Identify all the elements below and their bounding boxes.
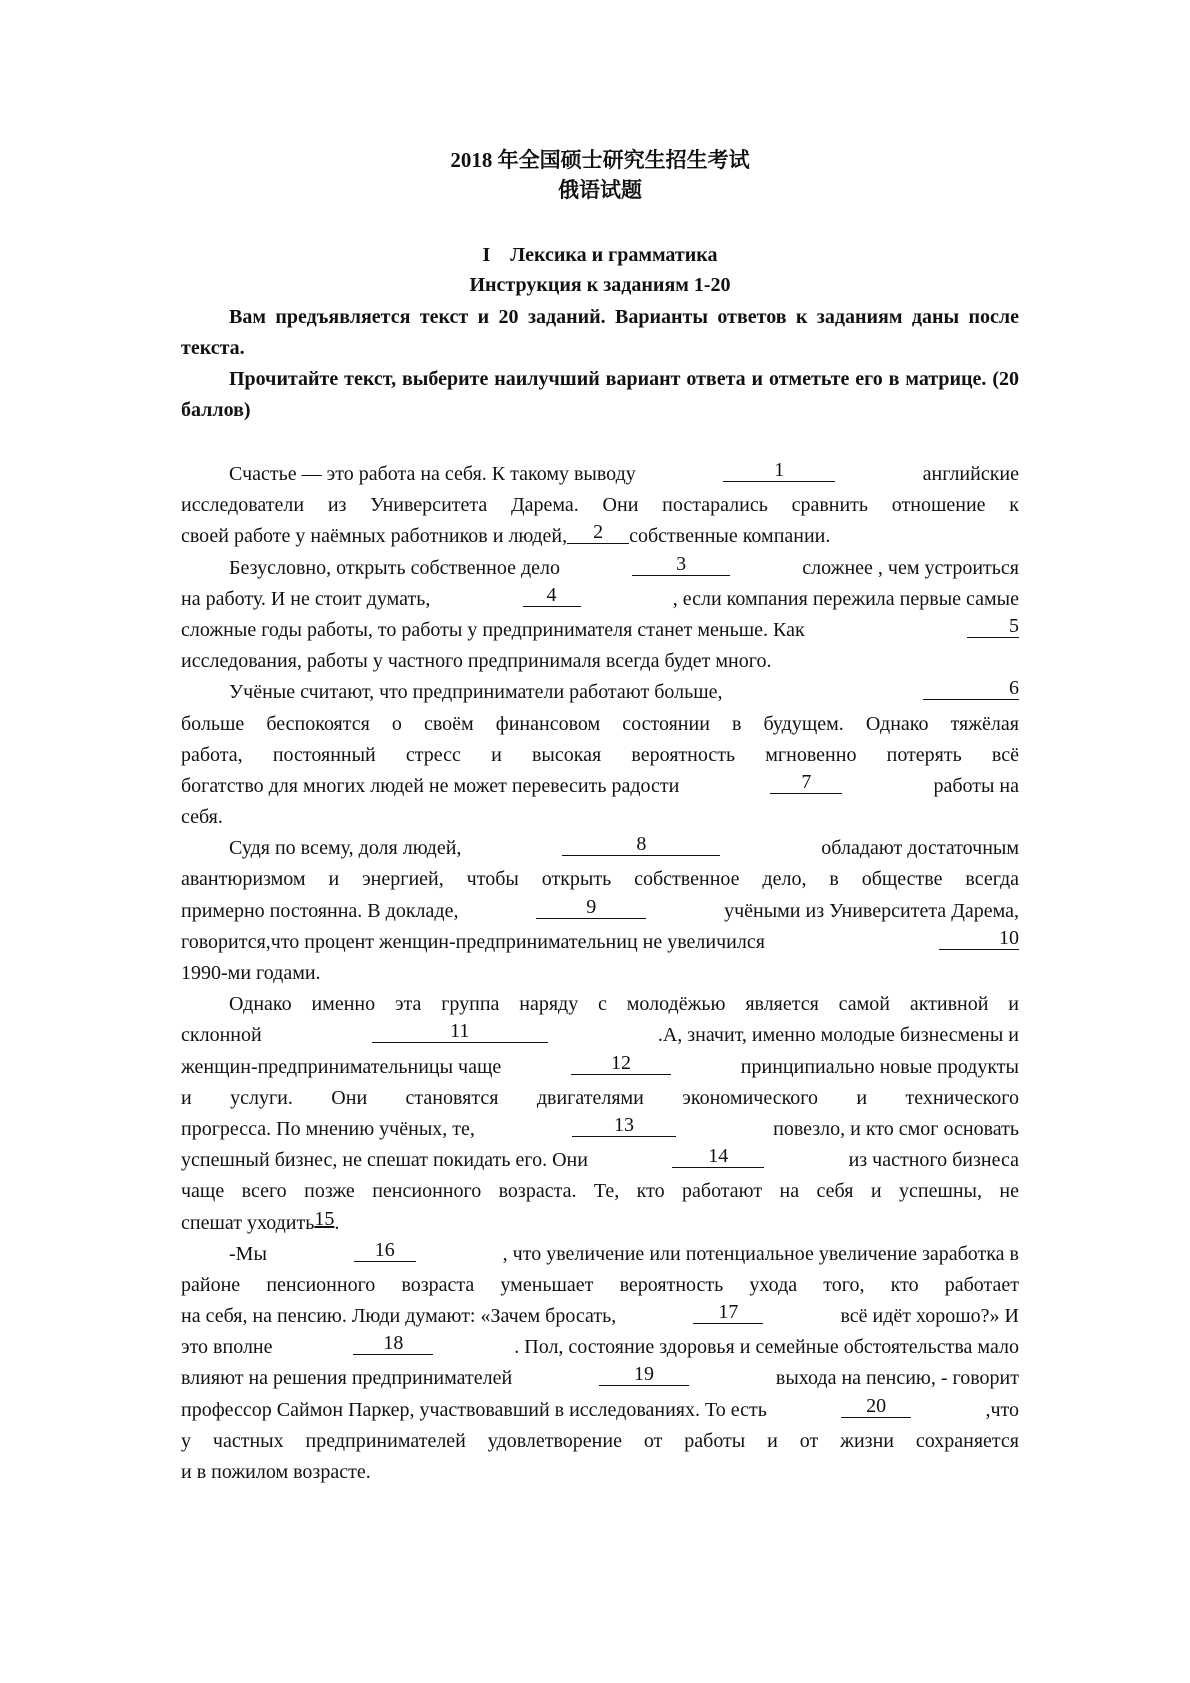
text-segment: собственные компании. <box>629 525 831 548</box>
blank-5: 5 <box>967 615 1019 638</box>
text-segment: профессор Саймон Паркер, участвовавший в исследованиях. То есть <box>181 1398 767 1421</box>
exam-subtitle: 俄语试题 <box>558 178 642 202</box>
text-segment: себя. <box>181 806 223 829</box>
exam-title: 2018 年全国硕士研究生招生考试 <box>450 148 750 172</box>
text-segment: . <box>334 1211 340 1234</box>
text-line <box>181 459 1019 490</box>
cloze-text <box>181 459 1019 1488</box>
blank-4: 4 <box>523 584 581 607</box>
text-line <box>181 646 1019 677</box>
text-segment: это вполне <box>181 1336 273 1359</box>
text-segment: богатство для многих людей не может перевесить радости <box>181 774 680 797</box>
text-segment: выхода на пенсию, - говорит <box>775 1367 1019 1390</box>
text-segment: работа, постоянный стресс и высокая вероятность мгновенно потерять всё <box>181 743 1019 766</box>
text-segment: исследователи из Университета Дарема. Они постарались сравнить отношение к <box>181 494 1019 517</box>
text-segment: Однако именно эта группа наряду с молодёжью является самой активной и <box>229 993 1019 1016</box>
blank-3: 3 <box>632 553 730 576</box>
text-line <box>181 584 1019 615</box>
text-segment: прогресса. По мнению учёных, те, <box>181 1117 475 1140</box>
text-line <box>181 740 1019 771</box>
text-line <box>181 771 1019 802</box>
text-line <box>181 521 1019 552</box>
text-segment: всё идёт хорошо?» И <box>840 1305 1019 1328</box>
text-segment: , что увеличение или потенциальное увеличение заработка в <box>502 1242 1019 1265</box>
text-line <box>181 1114 1019 1145</box>
text-segment: примерно постоянна. В докладе, <box>181 899 459 922</box>
text-segment: , если компания пережила первые самые <box>672 587 1019 610</box>
text-line <box>181 1426 1019 1457</box>
text-line <box>181 1020 1019 1051</box>
blank-11: 11 <box>372 1020 548 1043</box>
text-segment: успешный бизнес, не спешат покидать его. Они <box>181 1149 588 1172</box>
text-segment: исследования, работы у частного предпринималя всегда будет много. <box>181 650 772 673</box>
text-line <box>181 1332 1019 1363</box>
text-segment: 1990-ми годами. <box>181 962 321 984</box>
blank-1: 1 <box>723 459 835 482</box>
text-line <box>181 490 1019 521</box>
text-line <box>181 1363 1019 1394</box>
blank-2: 2 <box>567 521 629 544</box>
blank-17: 17 <box>693 1301 763 1324</box>
text-line <box>181 1052 1019 1083</box>
text-segment: и услуги. Они становятся двигателями экономического и технического <box>181 1086 1019 1109</box>
text-line <box>181 896 1019 927</box>
blank-9: 9 <box>536 896 646 919</box>
text-segment: спешат уходить <box>181 1211 315 1234</box>
blank-7: 7 <box>770 771 842 794</box>
text-segment: на себя, на пенсию. Люди думают: «Зачем бросать, <box>181 1305 617 1328</box>
text-line <box>181 989 1019 1020</box>
text-segment: больше беспокоятся о своём финансовом состоянии в будущем. Однако тяжёлая <box>181 712 1019 735</box>
text-segment: влияют на решения предпринимателей <box>181 1367 513 1390</box>
text-segment: . Пол, состояние здоровья и семейные обстоятельства мало <box>514 1336 1019 1359</box>
text-segment: -Мы <box>229 1242 267 1265</box>
text-segment: и в пожилом возрасте. <box>181 1461 371 1483</box>
text-segment: районе пенсионного возраста уменьшает вероятность ухода того, кто работает <box>181 1273 1019 1296</box>
blank-18: 18 <box>353 1332 433 1355</box>
text-line <box>181 709 1019 740</box>
text-line <box>181 802 1019 833</box>
text-line <box>181 1083 1019 1114</box>
text-segment: принципиально новые продукты <box>740 1055 1019 1078</box>
text-line <box>181 833 1019 864</box>
text-segment: говорится,что процент женщин-предпринимательниц не увеличился <box>181 930 765 953</box>
text-segment: Учёные считают, что предприниматели работают больше, <box>229 681 723 704</box>
text-segment: на работу. И не стоит думать, <box>181 587 431 610</box>
text-segment: Безусловно, открыть собственное дело <box>229 556 561 579</box>
blank-16: 16 <box>354 1239 416 1262</box>
blank-6: 6 <box>923 677 1019 700</box>
text-line <box>181 958 1019 989</box>
text-segment: учёными из Университета Дарема, <box>724 899 1019 922</box>
text-segment: авантюризмом и энергией, чтобы открыть собственное дело, в обществе всегда <box>181 868 1019 891</box>
text-segment: из частного бизнеса <box>848 1149 1019 1172</box>
text-segment: работы на <box>933 774 1019 797</box>
instruction-paragraph-1: Вам предъявляется текст и 20 заданий. Варианты ответов к заданиям даны после текста. <box>181 306 1019 359</box>
text-line <box>181 615 1019 646</box>
text-segment: у частных предпринимателей удовлетворение от работы и от жизни сохраняется <box>181 1429 1019 1452</box>
text-segment: английские <box>922 463 1019 485</box>
text-segment: .А, значит, именно молодые бизнесмены и <box>657 1024 1019 1047</box>
text-segment: повезло, и кто смог основать <box>773 1117 1019 1140</box>
text-line <box>181 1457 1019 1488</box>
blank-10: 10 <box>939 927 1019 950</box>
blank-8: 8 <box>562 833 720 856</box>
text-line <box>181 1301 1019 1332</box>
instruction-paragraph-2: Прочитайте текст, выберите наилучший вариант ответа и отметьте его в матрице. (20 баллов) <box>181 368 1019 421</box>
text-line <box>181 864 1019 895</box>
text-segment: женщин-предпринимательницы чаще <box>181 1055 502 1078</box>
text-line <box>181 1395 1019 1426</box>
text-segment: склонной <box>181 1024 262 1047</box>
text-line <box>181 553 1019 584</box>
text-segment: сложные годы работы, то работы у предпринимателя станет меньше. Как <box>181 618 805 641</box>
blank-12: 12 <box>571 1052 671 1075</box>
instruction-title: Инструкция к заданиям 1-20 <box>469 274 731 296</box>
blank-20: 20 <box>841 1395 911 1418</box>
text-segment: Судя по всему, доля людей, <box>229 837 462 860</box>
text-line <box>181 677 1019 708</box>
blank-15: 15 <box>314 1207 335 1230</box>
text-line <box>181 1239 1019 1270</box>
text-segment: чаще всего позже пенсионного возраста. Те, кто работают на себя и успешны, не <box>181 1180 1019 1203</box>
text-line <box>181 1145 1019 1176</box>
blank-14: 14 <box>672 1145 764 1168</box>
text-segment: обладают достаточным <box>821 837 1019 860</box>
text-line <box>181 1176 1019 1207</box>
text-segment: Счастье — это работа на себя. К такому выводу <box>229 463 636 485</box>
blank-13: 13 <box>572 1114 676 1137</box>
text-line <box>181 927 1019 958</box>
text-line <box>181 1270 1019 1301</box>
section-heading: I Лексика и грамматика <box>482 244 718 266</box>
text-segment: ,что <box>985 1398 1019 1421</box>
text-segment: сложнее , чем устроиться <box>802 556 1019 579</box>
blank-19: 19 <box>599 1363 689 1386</box>
text-line <box>181 1208 1019 1239</box>
text-segment: своей работе у наёмных работников и людей, <box>181 525 568 548</box>
